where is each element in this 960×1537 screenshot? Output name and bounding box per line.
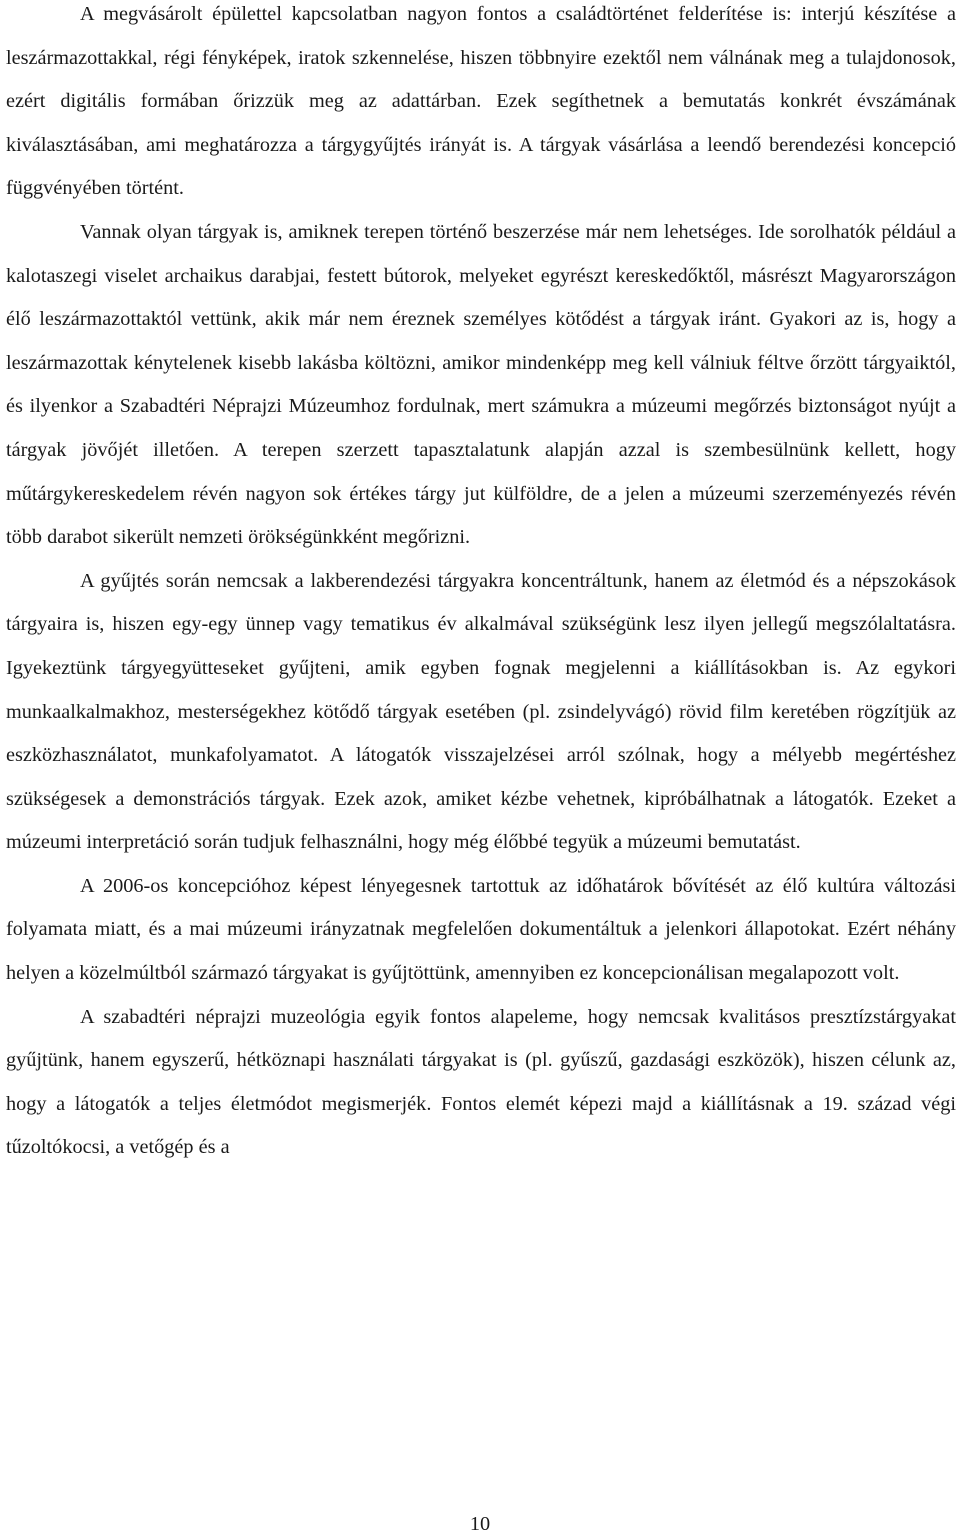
document-page	[6, 0, 956, 1170]
paragraph-family-history: A megvásárolt épülettel kapcsolatban nagyon fontos a családtörténet felderítése is: interjú készítése a leszármazottakkal, régi fényképek, iratok szkennelése, hiszen többnyire ezektől nem válnának meg a tulajdonosok, ezért digitális formában őrizzük meg az adattárban. Ezek segíthetnek a bemutatás konkrét évszámának kiválasztásában, ami meghatározza a tárgygyűjtés irányát is. A tárgyak vásárlása a leendő berendezési koncepció függvényében történt.	[6, 3, 956, 200]
paragraph-unobtainable-objects: Vannak olyan tárgyak is, amiknek terepen történő beszerzése már nem lehetséges. Ide sorolhatók például a kalotaszegi viselet archaikus darabjai, festett bútorok, melyeket egyrészt kereskedőktől, másrészt Magyarországon élő leszármazottaktól vettünk, akik már nem éreznek személyes kötődést a tárgyak iránt. Gyakori az is, hogy a leszármazottak kénytelenek kisebb lakásba költözni, amikor mindenképp meg kell válniuk féltve őrzött tárgyaiktól, és ilyenkor a Szabadtéri Néprajzi Múzeumhoz fordulnak, mert számukra a múzeumi megőrzés biztonságot nyújt a tárgyak jövőjét illetően. A terepen szerzett tapasztalatunk alapján azzal is szembesülnünk kellett, hogy műtárgykereskedelem révén nagyon sok értékes tárgy jut külföldre, de a jelen a múzeumi szerzeményezés révén több darabot sikerült nemzeti örökségünkként megőrizni.	[6, 220, 956, 549]
paragraph-time-limits: A 2006-os koncepcióhoz képest lényegesnek tartottuk az időhatárok bővítését az élő kultúra változási folyamata miatt, és a mai múzeumi irányzatnak megfelelően dokumentáltuk a jelenkori állapotokat. Ezért néhány helyen a közelmúltból származó tárgyakat is gyűjtöttünk, amennyiben ez koncepcionálisan megalapozott volt.	[6, 874, 956, 985]
page-number: 10	[469, 1513, 491, 1535]
paragraph-everyday-objects: A szabadtéri néprajzi muzeológia egyik fontos alapeleme, hogy nemcsak kvalitásos presztízstárgyakat gyűjtünk, hanem egyszerű, hétköznapi használati tárgyakat is (pl. gyűszű, gazdasági eszközök), hiszen célunk az, hogy a látogatók a teljes életmódot megismerjék. Fontos elemét képezi majd a kiállításnak a 19. század végi tűzoltókocsi, a vetőgép és a	[6, 1005, 956, 1159]
paragraph-collecting-scope: A gyűjtés során nemcsak a lakberendezési tárgyakra koncentráltunk, hanem az életmód és a népszokások tárgyaira is, hiszen egy-egy ünnep vagy tematikus év alkalmával szükségünk lesz ilyen jellegű megszólaltatásra. Igyekeztünk tárgyegyütteseket gyűjteni, amik egyben fognak megjelenni a kiállításokban is. Az egykori munkaalkalmakhoz, mesterségekhez kötődő tárgyak esetében (pl. zsindelyvágó) rövid film keretében rögzítjük az eszközhasználatot, munkafolyamatot. A látogatók visszajelzései arról szólnak, hogy a mélyebb megértéshez szükségesek a demonstrációs tárgyak. Ezek azok, amiket kézbe vehetnek, kipróbálhatnak a látogatók. Ezeket a múzeumi interpretáció során tudjuk felhasználni, hogy még élőbbé tegyük a múzeumi bemutatást.	[6, 569, 956, 854]
